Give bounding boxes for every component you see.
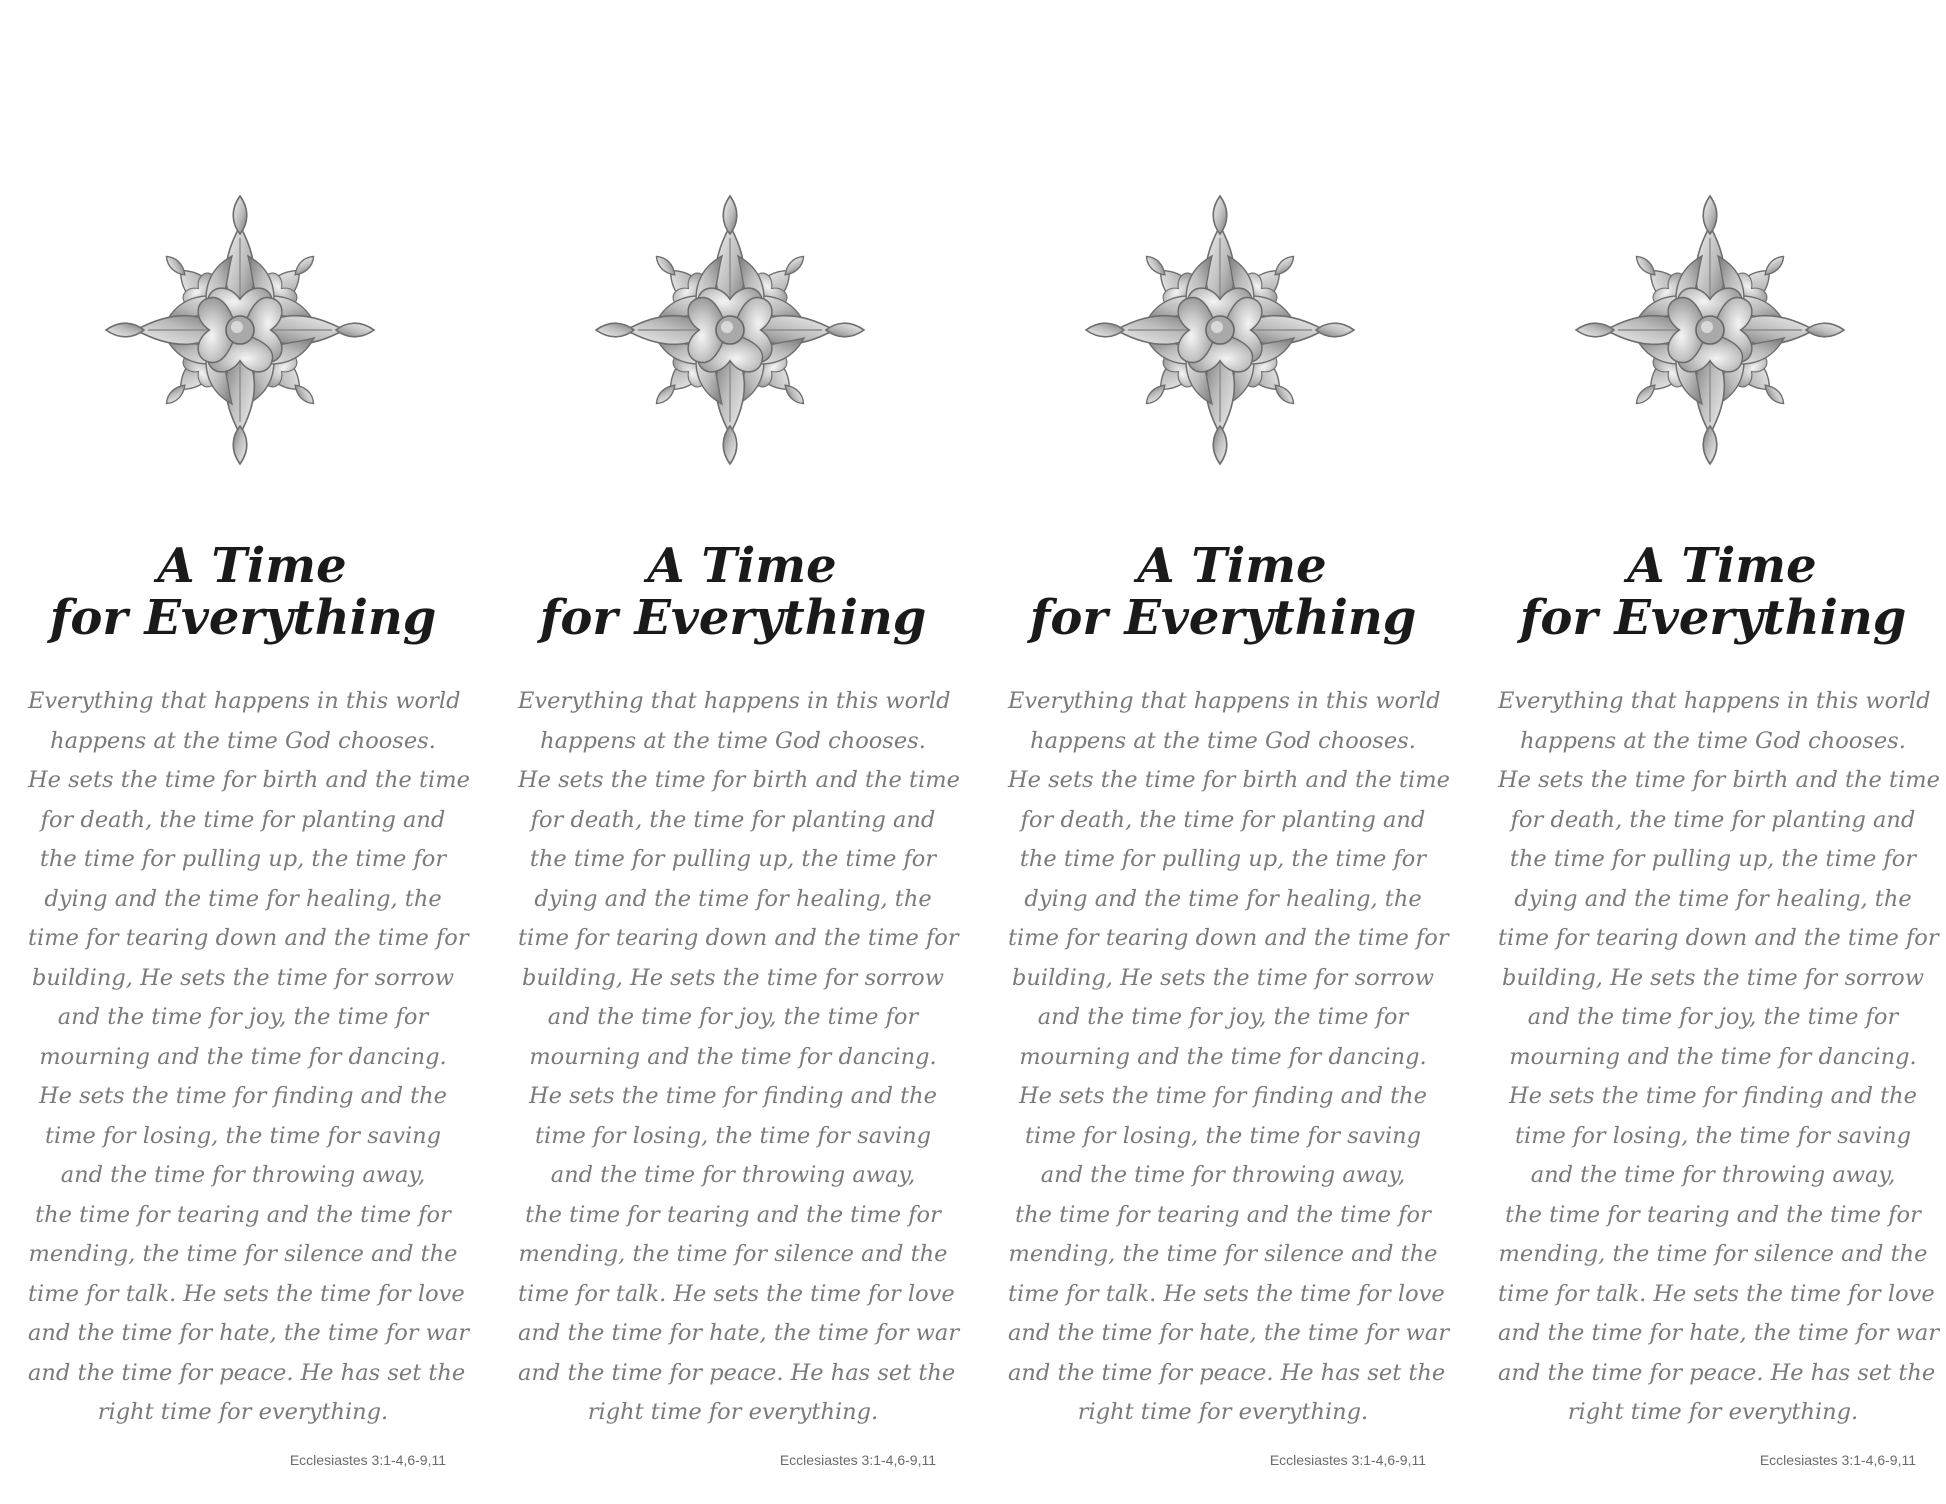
verse-line: time for tearing down and the time for xyxy=(28,925,469,951)
verse-line: and the time for hate, the time for war xyxy=(518,1320,960,1346)
verse-line: right time for everything. xyxy=(1567,1399,1859,1425)
verse-line: mending, the time for silence and the xyxy=(518,1241,948,1267)
verse-line: the time for tearing and the time for xyxy=(1015,1201,1431,1228)
title-line-1: A Time xyxy=(1137,538,1327,594)
scripture-reference: Ecclesiastes 3:1-4,6-9,11 xyxy=(1759,1452,1916,1468)
ornament-svg xyxy=(1570,190,1850,470)
verse-line: the time for tearing and the time for xyxy=(525,1201,941,1228)
verse-line: right time for everything. xyxy=(587,1399,879,1425)
verse-line: time for talk. He sets the time for love xyxy=(1498,1280,1935,1307)
silver-ornament-icon xyxy=(1080,190,1360,470)
verse-line: right time for everything. xyxy=(1077,1399,1369,1425)
verse-line: happens at the time God chooses. xyxy=(1030,727,1416,754)
verse-line: and the time for peace. He has set the xyxy=(518,1359,956,1386)
title-line-2: for Everything xyxy=(539,590,927,646)
verse-line: and the time for hate, the time for war xyxy=(1498,1320,1940,1346)
verse-line: time for losing, the time for saving xyxy=(1024,1122,1422,1149)
verse-line: and the time for throwing away, xyxy=(1040,1162,1406,1188)
verse-line: He sets the time for finding and the xyxy=(1019,1083,1427,1109)
verse-line: for death, the time for planting and xyxy=(1510,806,1916,833)
verse-line: mourning and the time for dancing. xyxy=(1509,1043,1917,1070)
verse-line: building, He sets the time for sorrow xyxy=(521,964,944,991)
verse-body xyxy=(1008,682,1450,1433)
verse-line: and the time for joy, the time for xyxy=(57,1004,429,1030)
bookmark-title xyxy=(1470,540,1946,644)
verse-line: time for tearing down and the time for xyxy=(518,925,959,951)
verse-line: time for talk. He sets the time for love xyxy=(1008,1280,1445,1307)
silver-ornament-icon xyxy=(100,190,380,470)
verse-line: dying and the time for healing, the xyxy=(1024,885,1422,912)
verse-line: He sets the time for birth and the time xyxy=(1498,767,1940,793)
scripture-reference: Ecclesiastes 3:1-4,6-9,11 xyxy=(779,1452,936,1468)
verse-line: He sets the time for birth and the time xyxy=(28,767,470,793)
bookmark-title xyxy=(490,540,976,644)
bookmark-title xyxy=(980,540,1466,644)
verse-line: time for talk. He sets the time for love xyxy=(518,1280,955,1307)
verse-line: for death, the time for planting and xyxy=(1020,806,1426,833)
verse-line: time for losing, the time for saving xyxy=(534,1122,932,1149)
verse-line: He sets the time for birth and the time xyxy=(1008,767,1450,793)
verse-line: and the time for joy, the time for xyxy=(547,1004,919,1030)
verse-line: the time for tearing and the time for xyxy=(35,1201,451,1228)
verse-line: right time for everything. xyxy=(97,1399,389,1425)
ornament-svg xyxy=(1080,190,1360,470)
verse-line: He sets the time for finding and the xyxy=(1509,1083,1917,1109)
verse-line: dying and the time for healing, the xyxy=(1514,885,1912,912)
bookmark xyxy=(980,0,1466,1504)
verse-line: Everything that happens in this world xyxy=(28,688,461,714)
verse-line: Everything that happens in this world xyxy=(1008,688,1441,714)
verse-line: and the time for throwing away, xyxy=(550,1162,916,1188)
verse-line: dying and the time for healing, the xyxy=(534,885,932,912)
verse-line: the time for pulling up, the time for xyxy=(1509,846,1917,872)
verse-body xyxy=(1498,682,1940,1433)
verse-line: the time for pulling up, the time for xyxy=(1019,846,1427,872)
verse-line: the time for pulling up, the time for xyxy=(529,846,937,872)
verse-line: and the time for joy, the time for xyxy=(1527,1004,1899,1030)
verse-line: time for talk. He sets the time for love xyxy=(28,1280,465,1307)
title-line-2: for Everything xyxy=(1029,590,1417,646)
verse-line: mending, the time for silence and the xyxy=(28,1241,458,1267)
verse-line: building, He sets the time for sorrow xyxy=(1011,964,1434,991)
title-line-2: for Everything xyxy=(49,590,437,646)
verse-line: and the time for throwing away, xyxy=(60,1162,426,1188)
verse-line: He sets the time for birth and the time xyxy=(518,767,960,793)
verse-line: mending, the time for silence and the xyxy=(1008,1241,1438,1267)
verse-line: and the time for throwing away, xyxy=(1530,1162,1896,1188)
title-line-1: A Time xyxy=(1627,538,1817,594)
verse-line: dying and the time for healing, the xyxy=(44,885,442,912)
ornament-svg xyxy=(100,190,380,470)
verse-line: building, He sets the time for sorrow xyxy=(1501,964,1924,991)
title-line-1: A Time xyxy=(157,538,347,594)
verse-line: time for losing, the time for saving xyxy=(1514,1122,1912,1149)
scripture-reference: Ecclesiastes 3:1-4,6-9,11 xyxy=(1269,1452,1426,1468)
verse-line: Everything that happens in this world xyxy=(518,688,951,714)
verse-line: mourning and the time for dancing. xyxy=(39,1043,447,1070)
verse-line: for death, the time for planting and xyxy=(40,806,446,833)
verse-line: and the time for joy, the time for xyxy=(1037,1004,1409,1030)
verse-line: time for losing, the time for saving xyxy=(44,1122,442,1149)
title-line-2: for Everything xyxy=(1519,590,1907,646)
verse-line: mourning and the time for dancing. xyxy=(529,1043,937,1070)
verse-line: building, He sets the time for sorrow xyxy=(31,964,454,991)
bookmark-title xyxy=(0,540,486,644)
title-line-1: A Time xyxy=(647,538,837,594)
silver-ornament-icon xyxy=(590,190,870,470)
verse-line: mourning and the time for dancing. xyxy=(1019,1043,1427,1070)
verse-line: and the time for peace. He has set the xyxy=(1008,1359,1446,1386)
verse-line: for death, the time for planting and xyxy=(530,806,936,833)
verse-body xyxy=(518,682,960,1433)
verse-line: and the time for peace. He has set the xyxy=(1498,1359,1936,1386)
verse-line: time for tearing down and the time for xyxy=(1498,925,1939,951)
verse-line: Everything that happens in this world xyxy=(1498,688,1931,714)
verse-line: and the time for hate, the time for war xyxy=(28,1320,470,1346)
bookmark xyxy=(490,0,976,1504)
verse-line: the time for pulling up, the time for xyxy=(39,846,447,872)
verse-line: and the time for hate, the time for war xyxy=(1008,1320,1450,1346)
bookmark xyxy=(0,0,486,1504)
verse-line: happens at the time God chooses. xyxy=(50,727,436,754)
verse-line: happens at the time God chooses. xyxy=(540,727,926,754)
verse-line: He sets the time for finding and the xyxy=(39,1083,447,1109)
verse-line: and the time for peace. He has set the xyxy=(28,1359,466,1386)
verse-line: the time for tearing and the time for xyxy=(1505,1201,1921,1228)
ornament-svg xyxy=(590,190,870,470)
silver-ornament-icon xyxy=(1570,190,1850,470)
verse-line: time for tearing down and the time for xyxy=(1008,925,1449,951)
verse-line: happens at the time God chooses. xyxy=(1520,727,1906,754)
verse-line: He sets the time for finding and the xyxy=(529,1083,937,1109)
bookmark xyxy=(1470,0,1946,1504)
verse-line: mending, the time for silence and the xyxy=(1498,1241,1928,1267)
scripture-reference: Ecclesiastes 3:1-4,6-9,11 xyxy=(289,1452,446,1468)
verse-body xyxy=(28,682,470,1433)
